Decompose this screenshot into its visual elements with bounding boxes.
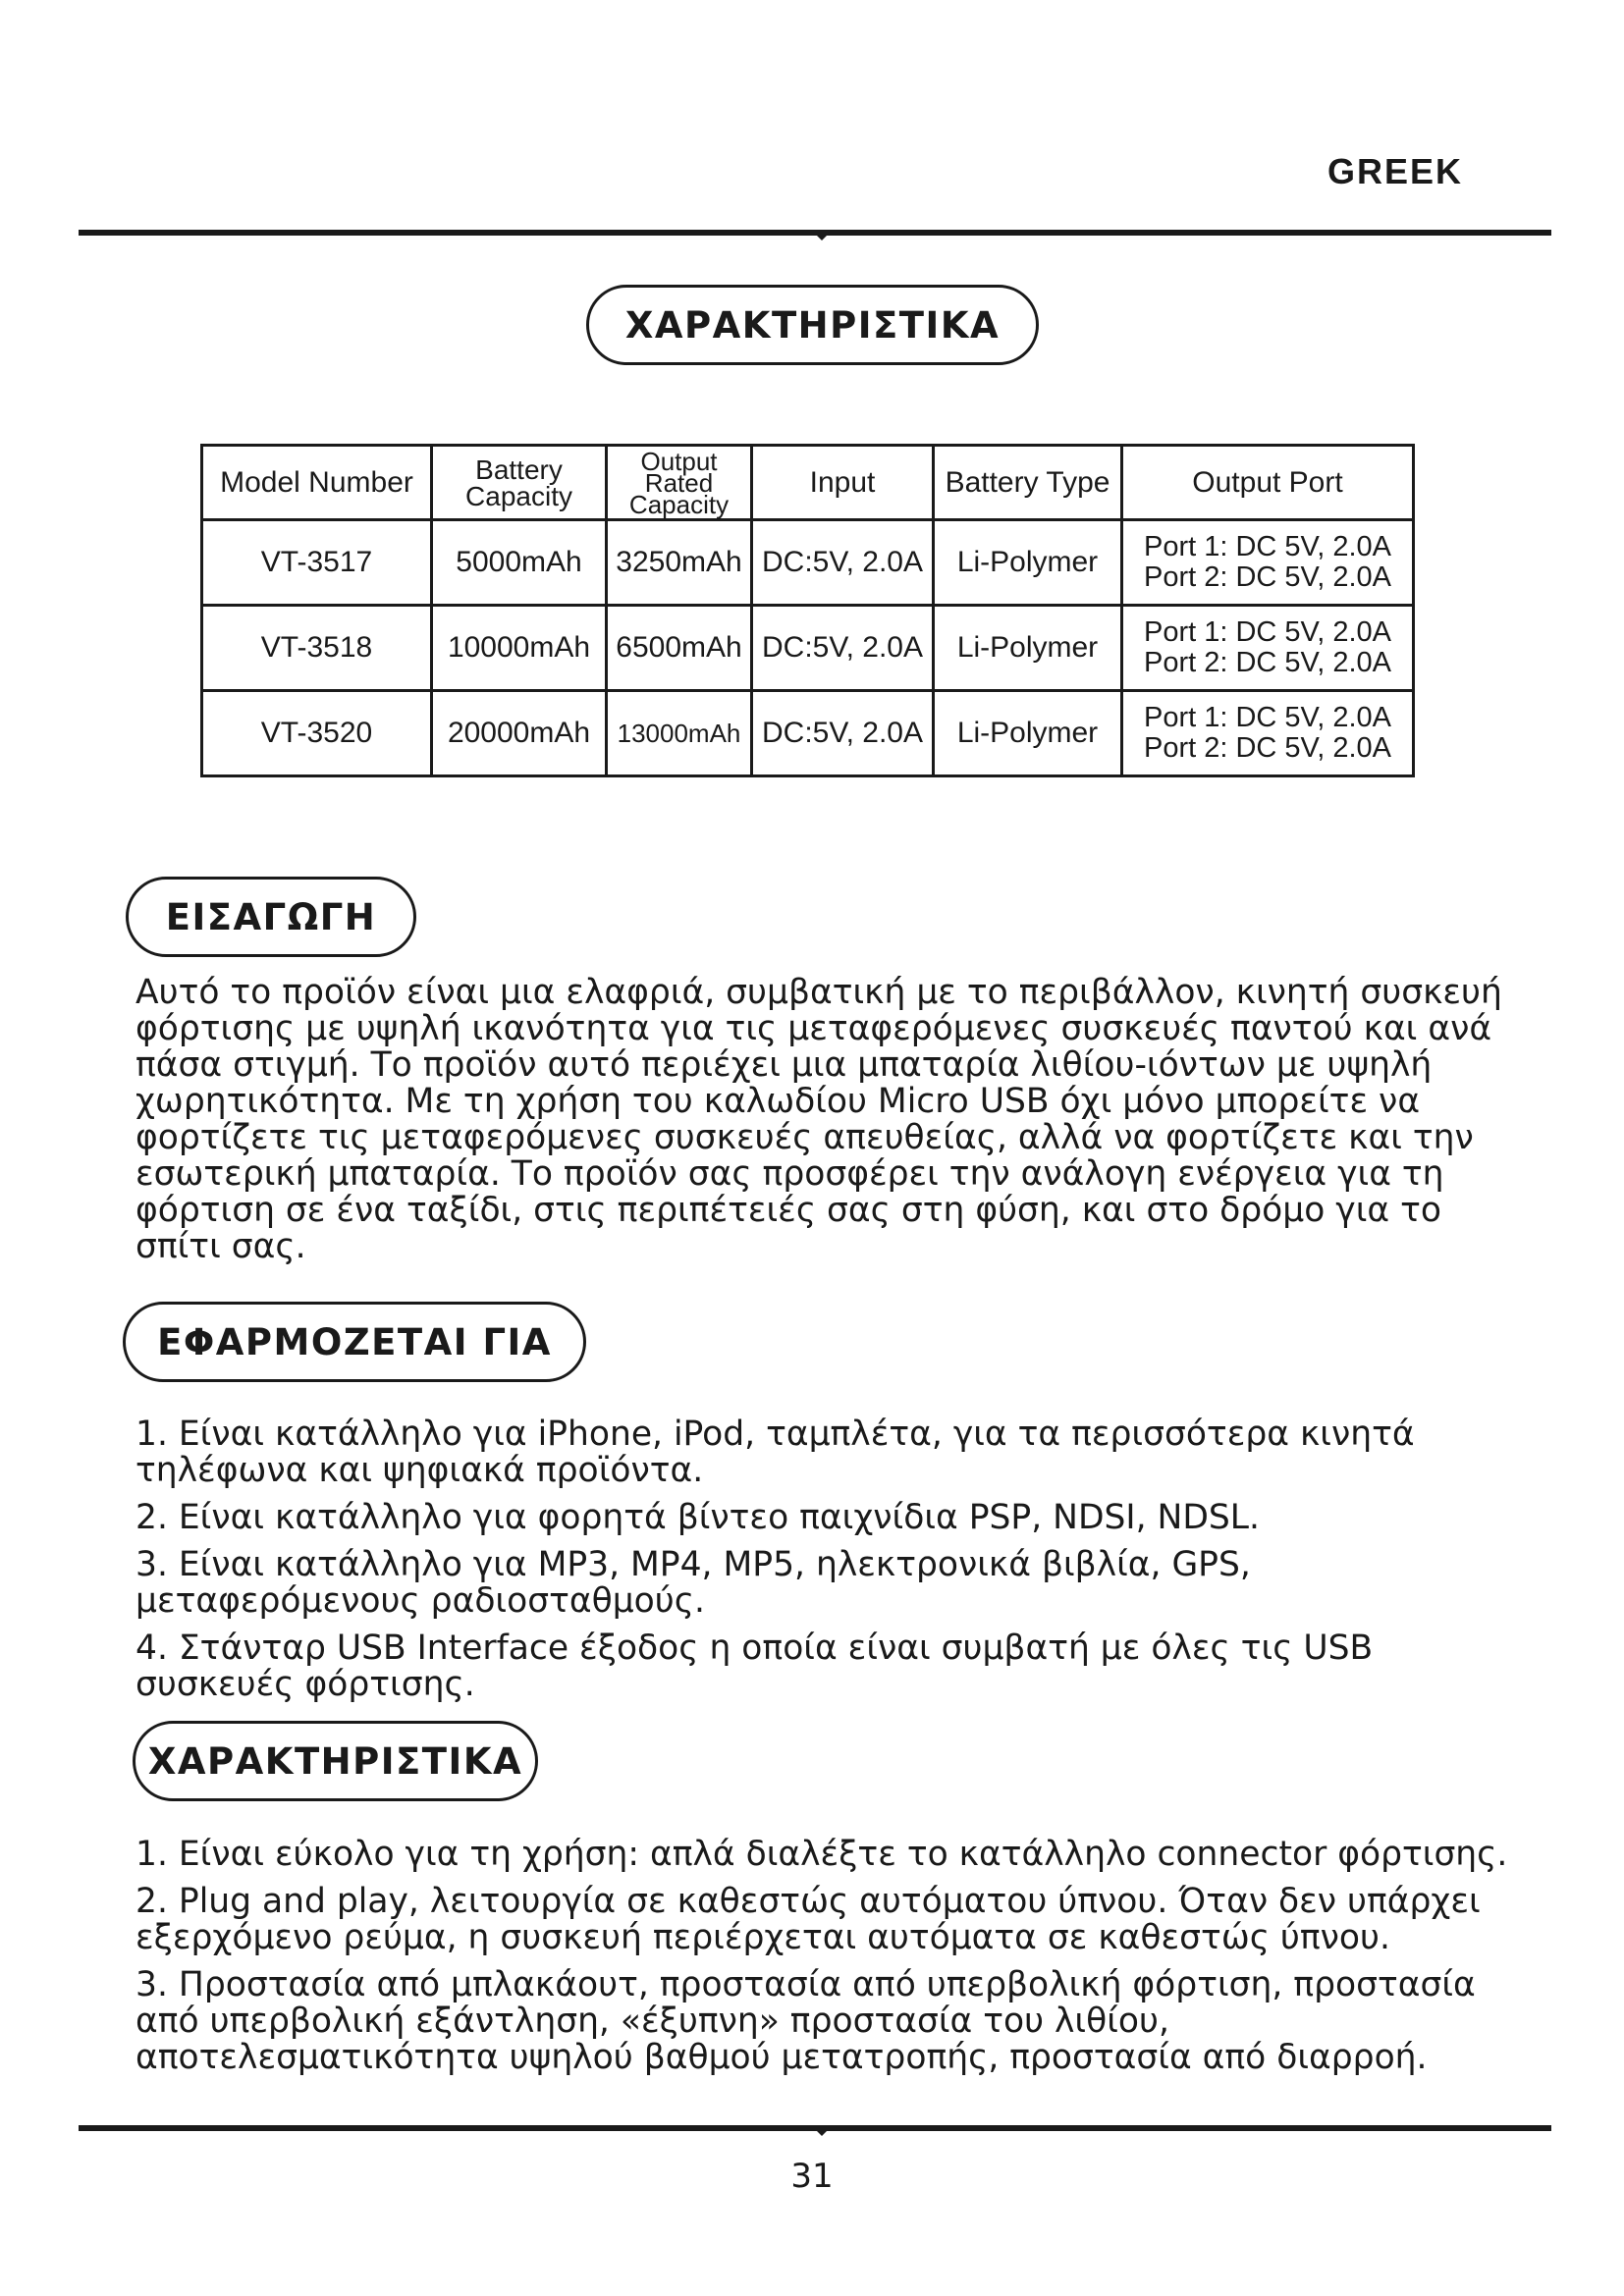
cell-rated: 13000mAh — [607, 691, 752, 776]
features-list — [135, 1837, 1530, 2087]
section-title-applies-to: ΕΦΑΡΜΟΖΕΤΑΙ ΓΙΑ — [123, 1302, 586, 1382]
cell-capacity: 10000mAh — [432, 606, 607, 691]
header-output-port: Output Port — [1122, 446, 1414, 520]
table-header-row — [202, 446, 1414, 520]
section-title-features: ΧΑΡΑΚΤΗΡΙΣΤΙΚΑ — [586, 285, 1039, 365]
applies-to-list — [135, 1416, 1530, 1714]
cell-input: DC:5V, 2.0A — [752, 691, 934, 776]
cell-model: VT-3520 — [202, 691, 432, 776]
cell-rated: 3250mAh — [607, 520, 752, 606]
cell-model: VT-3517 — [202, 520, 432, 606]
header-input: Input — [752, 446, 934, 520]
header-model: Model Number — [202, 446, 432, 520]
list-item: 3. Προστασία από μπλακάουτ, προστασία από υπερβολική φόρτιση, προστασία από υπερβολική εξάντληση, «έξυπνη» προστασία του λιθίου, αποτελεσματικότητα υψηλού βαθμού μετατροπής, προστασία από διαρροή. — [135, 1965, 1476, 2077]
cell-input: DC:5V, 2.0A — [752, 520, 934, 606]
cell-rated: 6500mAh — [607, 606, 752, 691]
cell-input: DC:5V, 2.0A — [752, 606, 934, 691]
table-row — [202, 606, 1414, 691]
list-item: 1. Είναι κατάλληλο για iPhone, iPod, ταμπλέτα, για τα περισσότερα κινητά τηλέφωνα και ψηφιακά προϊόντα. — [135, 1415, 1415, 1490]
cell-ports: Port 1: DC 5V, 2.0A Port 2: DC 5V, 2.0A — [1122, 606, 1414, 691]
header-battery-capacity: Battery Capacity — [432, 446, 607, 520]
section-title-intro: ΕΙΣΑΓΩΓΗ — [126, 877, 416, 957]
cell-model: VT-3518 — [202, 606, 432, 691]
cell-capacity: 20000mAh — [432, 691, 607, 776]
list-item: 4. Στάνταρ USB Interface έξοδος η οποία είναι συμβατή με όλες τις USB συσκευές φόρτισης. — [135, 1629, 1374, 1704]
list-item: 1. Είναι εύκολο για τη χρήση: απλά διαλέξτε το κατάλληλο connector φόρτισης. — [135, 1835, 1508, 1874]
list-item: 2. Plug and play, λειτουργία σε καθεστώς αυτόματου ύπνου. Όταν δεν υπάρχει εξερχόμενο ρεύμα, η συσκευή περιέρχεται αυτόματα σε καθεστώς ύπνου. — [135, 1882, 1481, 1957]
language-label: GREEK — [1326, 151, 1463, 191]
intro-paragraph: Αυτό το προϊόν είναι μια ελαφριά, συμβατική με το περιβάλλον, κινητή συσκευή φόρτισης με υψηλή ικανότητα για τις μεταφερόμενες συσκευές παντού και ανά πάσα στιγμή. Το προϊόν αυτό περιέχει μια μπαταρία λιθίου-ιόντων με υψηλή χωρητικότητα. Με τη χρήση του καλωδίου Micro USB όχι μόνο μπορείτε να φορτίζετε τις μεταφερόμενες συσκευές απευθείας, αλλά να φορτίζετε και την εσωτερική μπαταρία. Το προϊόν σας προσφέρει την ανάλογη ενέργεια για τη φόρτιση σε ένα ταξίδι, στις περιπέτειές σας στη φύση, και στο δρόμο για το σπίτι σας. — [135, 973, 1502, 1266]
cell-type: Li-Polymer — [934, 520, 1122, 606]
bottom-divider — [79, 2125, 1551, 2131]
table-row — [202, 520, 1414, 606]
cell-type: Li-Polymer — [934, 606, 1122, 691]
page-number: 31 — [790, 2157, 834, 2196]
list-item: 2. Είναι κατάλληλο για φορητά βίντεο παιχνίδια PSP, NDSI, NDSL. — [135, 1498, 1260, 1537]
table-row — [202, 691, 1414, 776]
header-battery-type: Battery Type — [934, 446, 1122, 520]
cell-ports: Port 1: DC 5V, 2.0A Port 2: DC 5V, 2.0A — [1122, 520, 1414, 606]
spec-table — [200, 444, 1415, 777]
header-output-rated-capacity: Output Rated Capacity — [607, 446, 752, 520]
cell-ports: Port 1: DC 5V, 2.0A Port 2: DC 5V, 2.0A — [1122, 691, 1414, 776]
section-title-features-2: ΧΑΡΑΚΤΗΡΙΣΤΙΚΑ — [133, 1721, 538, 1801]
top-divider — [79, 230, 1551, 236]
cell-capacity: 5000mAh — [432, 520, 607, 606]
list-item: 3. Είναι κατάλληλο για MP3, MP4, MP5, ηλεκτρονικά βιβλία, GPS, μεταφερόμενους ραδιοσταθμούς. — [135, 1545, 1251, 1621]
cell-type: Li-Polymer — [934, 691, 1122, 776]
